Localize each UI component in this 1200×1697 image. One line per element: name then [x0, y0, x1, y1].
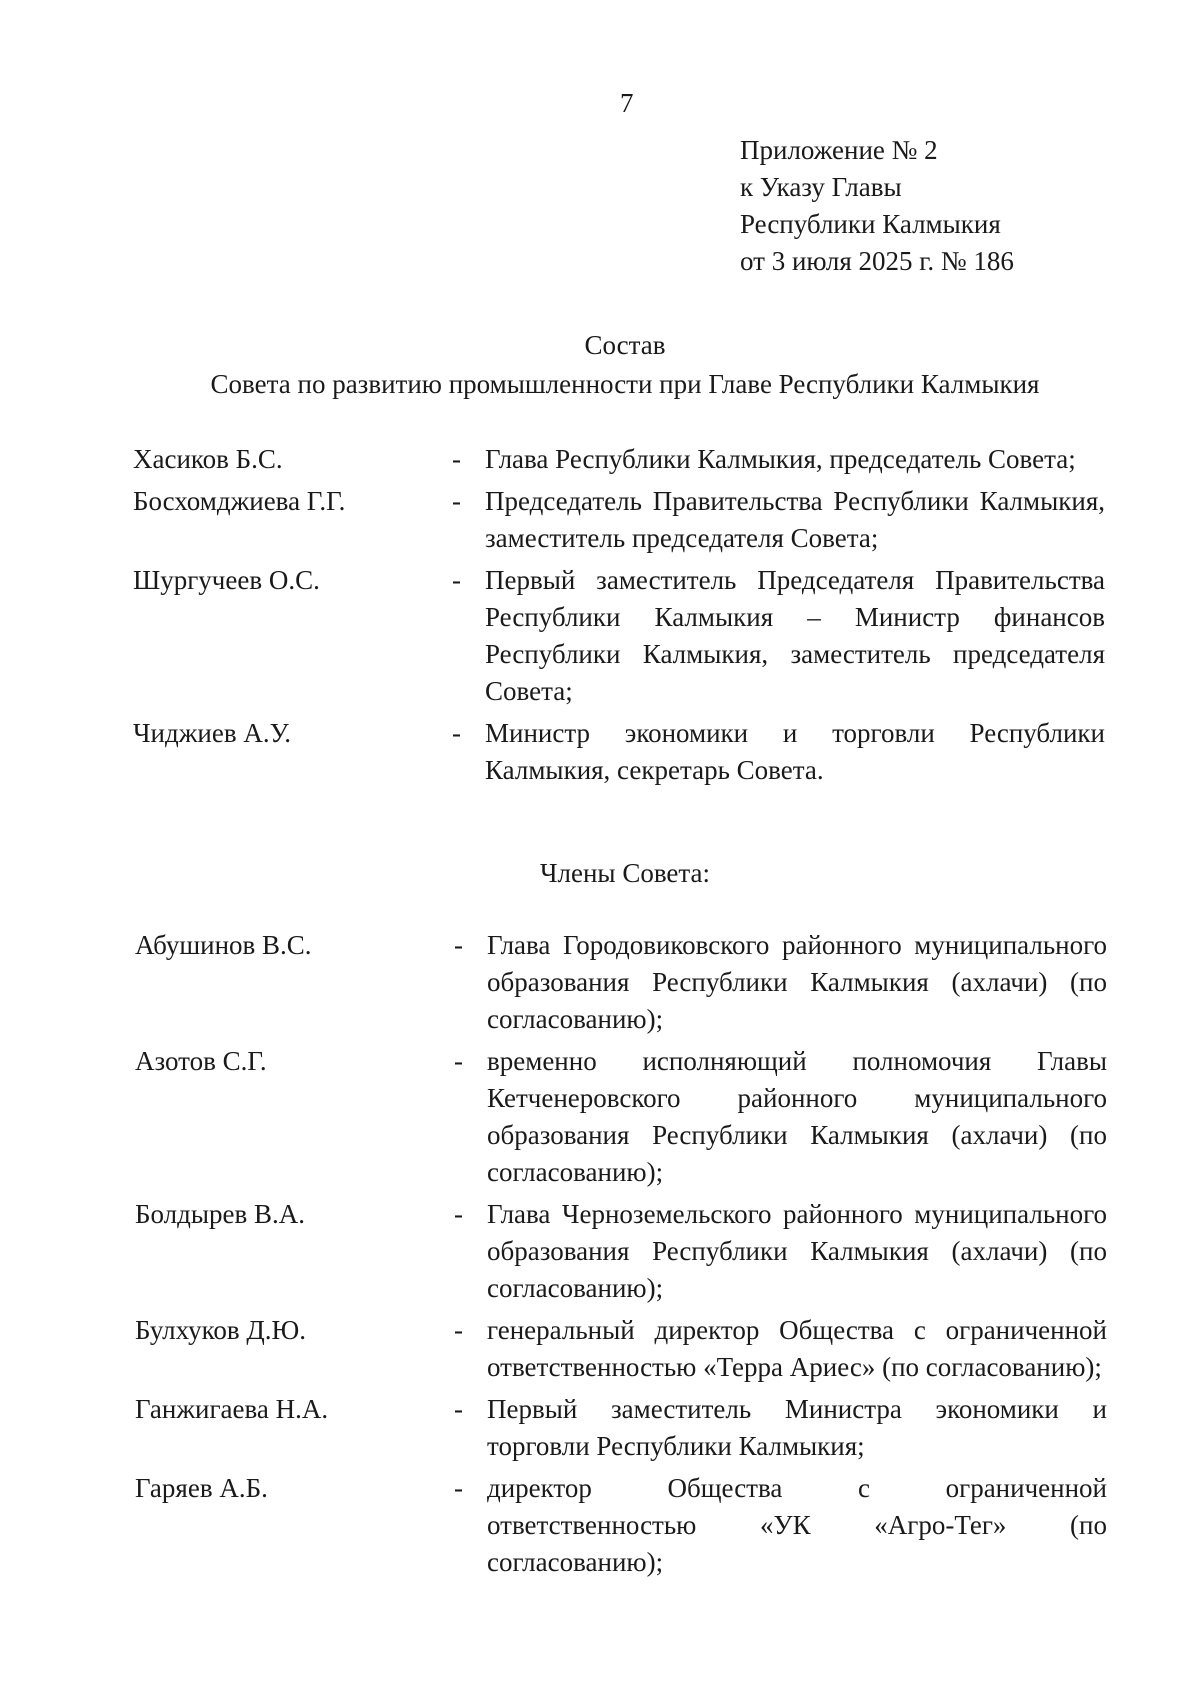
- dash: -: [452, 565, 461, 595]
- member-role: Министр экономики и торговли Республики Калмыкия, секретарь Совета.: [485, 718, 1105, 785]
- member-name: Азотов С.Г.: [135, 1046, 267, 1076]
- dash: -: [454, 1199, 463, 1229]
- title-line: Совета по развитию промышленности при Главе Республики Калмыкия: [210, 369, 1040, 399]
- member-role: Председатель Правительства Республики Калмыкия, заместитель председателя Совета;: [485, 486, 1105, 553]
- appendix-line: Республики Калмыкия: [740, 209, 1001, 239]
- dash: -: [454, 1315, 463, 1345]
- member-name: Чиджиев А.У.: [133, 718, 292, 748]
- appendix-line: от 3 июля 2025 г. № 186: [740, 246, 1014, 276]
- member-entry: [0, 927, 1200, 1038]
- member-role: временно исполняющий полномочия Главы Кетченеровского районного муниципального образования Республики Калмыкия (ахлачи) (по согласованию);: [487, 1046, 1107, 1187]
- leader-entry: [0, 483, 1200, 557]
- member-name: Хасиков Б.С.: [133, 444, 283, 474]
- dash: -: [454, 1046, 463, 1076]
- member-name: Булхуков Д.Ю.: [135, 1315, 307, 1345]
- appendix-line: Приложение № 2: [740, 135, 938, 165]
- member-name: Шургучеев О.С.: [133, 565, 320, 595]
- member-entry: [0, 1043, 1200, 1191]
- leader-entry: [0, 441, 1200, 478]
- member-role: Первый заместитель Председателя Правительства Республики Калмыкия – Министр финансов Республики Калмыкия, заместитель председателя Совета;: [485, 565, 1105, 706]
- leader-entry: [0, 562, 1200, 710]
- member-name: Гаряев А.Б.: [135, 1473, 268, 1503]
- members-heading: Члены Совета:: [539, 858, 711, 888]
- member-role: директор Общества с ограниченной ответственностью «УК «Агро-Тег» (по согласованию);: [487, 1473, 1107, 1577]
- member-role: Глава Республики Калмыкия, председатель Совета;: [485, 444, 1076, 474]
- dash: -: [454, 930, 463, 960]
- dash: -: [452, 486, 461, 516]
- leaders-list: [0, 441, 1200, 794]
- member-entry: [0, 1196, 1200, 1307]
- member-role: Первый заместитель Министра экономики и торговли Республики Калмыкия;: [487, 1394, 1107, 1461]
- member-role: генеральный директор Общества с ограниченной ответственностью «Терра Ариес» (по согласованию);: [487, 1315, 1107, 1382]
- appendix-block: [740, 132, 1014, 280]
- dash: -: [452, 444, 461, 474]
- leader-entry: [0, 715, 1200, 789]
- member-name: Болдырев В.А.: [135, 1199, 305, 1229]
- dash: -: [452, 718, 461, 748]
- title-line: Состав: [584, 330, 666, 360]
- member-entry: [0, 1391, 1200, 1465]
- page-number: 7: [620, 88, 634, 118]
- dash: -: [454, 1473, 463, 1503]
- member-name: Босхомджиева Г.Г.: [133, 486, 346, 516]
- member-name: Абушинов В.С.: [135, 930, 312, 960]
- member-role: Глава Черноземельского районного муниципального образования Республики Калмыкия (ахлачи) (по согласованию);: [487, 1199, 1107, 1303]
- member-role: Глава Городовиковского районного муниципального образования Республики Калмыкия (ахлачи) (по согласованию);: [487, 930, 1107, 1034]
- member-entry: [0, 1470, 1200, 1581]
- dash: -: [454, 1394, 463, 1424]
- member-entry: [0, 1312, 1200, 1386]
- member-name: Ганжигаева Н.А.: [135, 1394, 329, 1424]
- document-title: [0, 326, 1200, 404]
- appendix-line: к Указу Главы: [740, 172, 902, 202]
- members-list: [0, 927, 1200, 1586]
